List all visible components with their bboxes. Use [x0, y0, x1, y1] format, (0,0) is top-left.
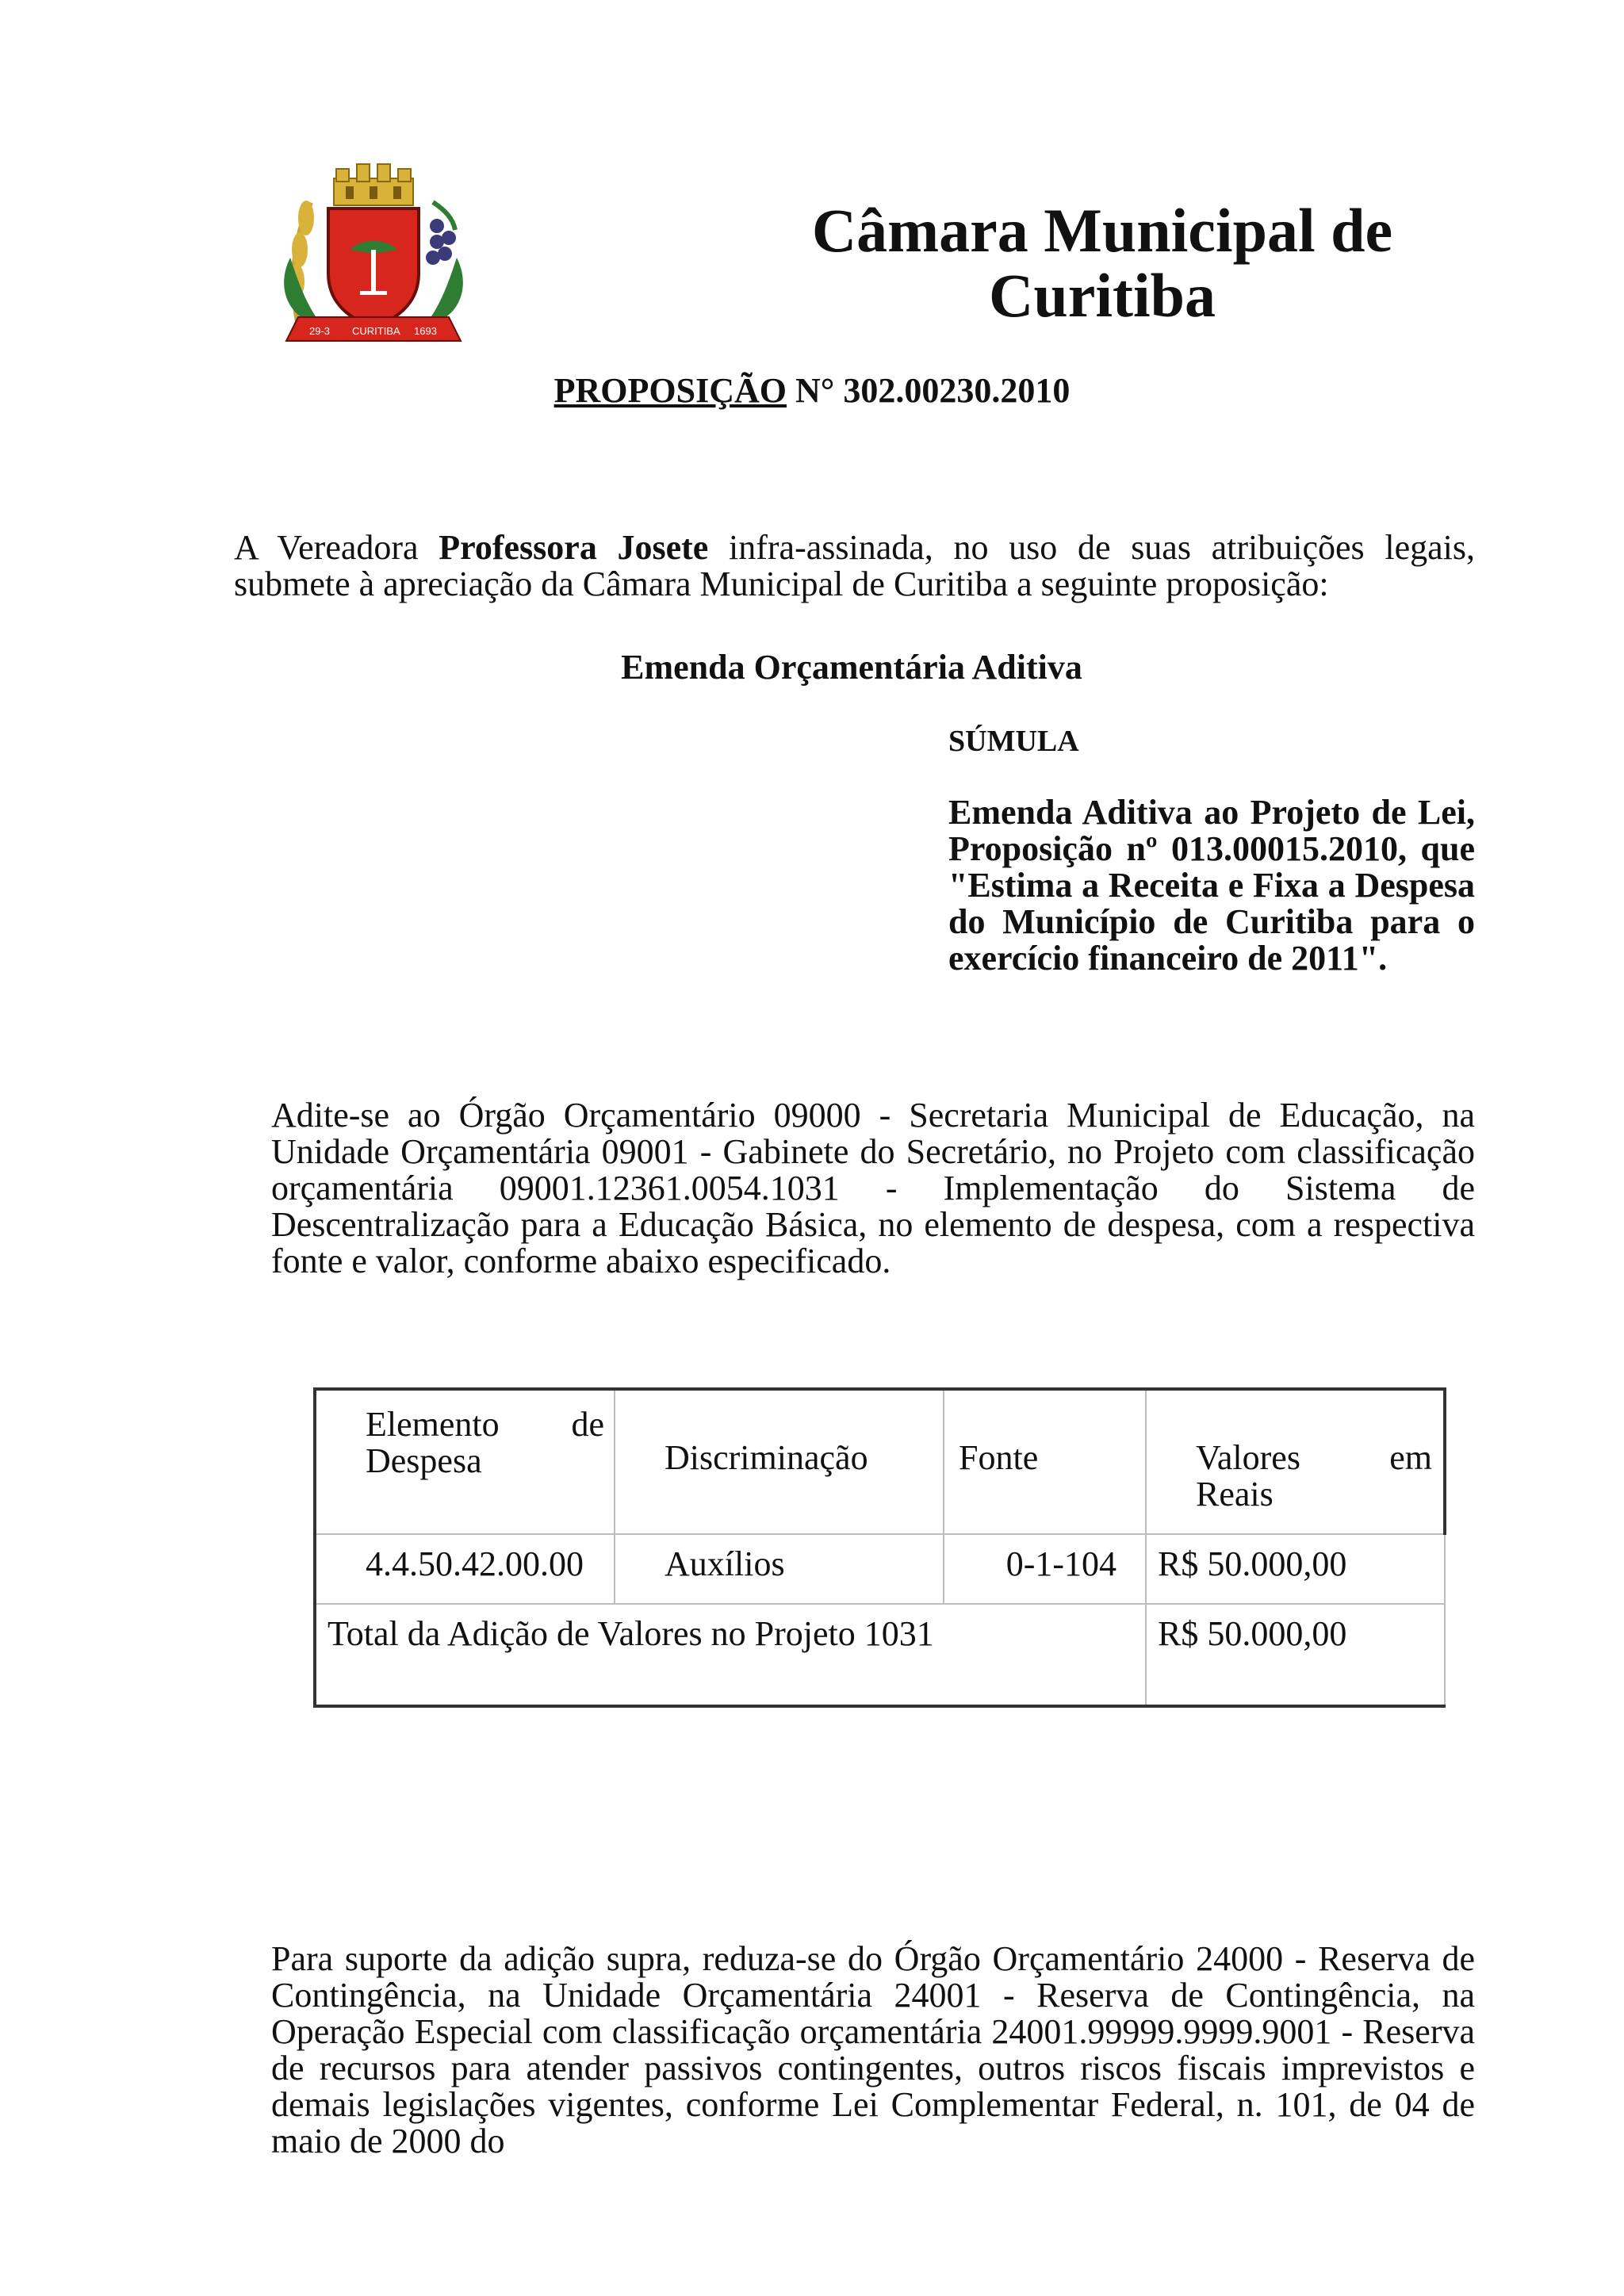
- crest-text-left: 29-3: [309, 325, 331, 337]
- institution-title: [714, 198, 1491, 328]
- table-header-row: [315, 1389, 1445, 1534]
- header-element-word1: Elemento: [366, 1405, 500, 1444]
- total-label: Total da Adição de Valores no Projeto 1031: [315, 1604, 1146, 1706]
- cell-element: 4.4.50.42.00.00: [315, 1534, 615, 1604]
- coat-of-arms-icon: [274, 163, 473, 353]
- crest-text-right: 1693: [414, 325, 437, 337]
- summary-label: SÚMULA: [948, 725, 1079, 758]
- addition-paragraph: Adite-se ao Órgão Orçamentário 09000 - Secretaria Municipal de Educação, na Unidade Orçamentária 09001 - Gabinete do Secretário, no Projeto com classificação orçamentária 09001.12361.0054.1031 - Implementação do Sistema de Descentralização para a Educação Básica, no elemento de despesa, com a respectiva fonte e valor, conforme abaixo especificado.: [271, 1096, 1475, 1280]
- table-row: [315, 1534, 1445, 1604]
- header-values-word2: em: [1389, 1438, 1432, 1477]
- header-values-line2: Reais: [1196, 1475, 1274, 1513]
- header-discrimination: Discriminação: [615, 1389, 944, 1534]
- amendment-type: Emenda Orçamentária Aditiva: [621, 648, 1082, 687]
- proposition-number: N° 302.00230.2010: [786, 371, 1071, 410]
- institution-title-line1: Câmara Municipal de: [811, 196, 1393, 265]
- summary-text: Emenda Aditiva ao Projeto de Lei, Proposição nº 013.00015.2010, que "Estima a Receita e Fixa a Despesa do Município de Curitiba para o exercício financeiro de 2011".: [948, 793, 1475, 978]
- header-element-line2: Despesa: [366, 1441, 482, 1480]
- header-element-word2: de: [571, 1405, 604, 1444]
- cell-source: 0-1-104: [944, 1534, 1146, 1604]
- header-values-word1: Valores: [1196, 1438, 1300, 1477]
- intro-suffix: infra-assinada, no uso de suas atribuições legais, submete à apreciação da Câmara Municipal de Curitiba a seguinte proposição:: [234, 528, 1475, 603]
- institution-title-line2: Curitiba: [988, 261, 1216, 330]
- author-name: Professora Josete: [439, 528, 709, 567]
- header-source: Fonte: [944, 1389, 1146, 1534]
- total-value: R$ 50.000,00: [1146, 1604, 1445, 1706]
- cell-discrimination: Auxílios: [615, 1534, 944, 1604]
- header-element: [315, 1389, 615, 1534]
- intro-prefix: A Vereadora: [234, 528, 439, 567]
- budget-table: [313, 1387, 1446, 1708]
- header-values: [1146, 1389, 1445, 1534]
- support-paragraph: Para suporte da adição supra, reduza-se do Órgão Orçamentário 24000 - Reserva de Contingência, na Unidade Orçamentária 24001 - Reserva de Contingência, na Operação Especial com classificação orçamentária 24001.99999.9999.9001 - Reserva de recursos para atender passivos contingentes, outros riscos fiscais imprevistos e demais legislações vigentes, conforme Lei Complementar Federal, n. 101, de 04 de maio de 2000 do: [271, 1939, 1475, 2160]
- table-total-row: [315, 1604, 1445, 1706]
- crest-text-center: CURITIBA: [352, 325, 400, 337]
- proposition-heading: [0, 369, 1624, 413]
- cell-value: R$ 50.000,00: [1146, 1534, 1445, 1604]
- proposition-label: PROPOSIÇÃO: [553, 371, 787, 410]
- intro-paragraph: [234, 530, 1475, 603]
